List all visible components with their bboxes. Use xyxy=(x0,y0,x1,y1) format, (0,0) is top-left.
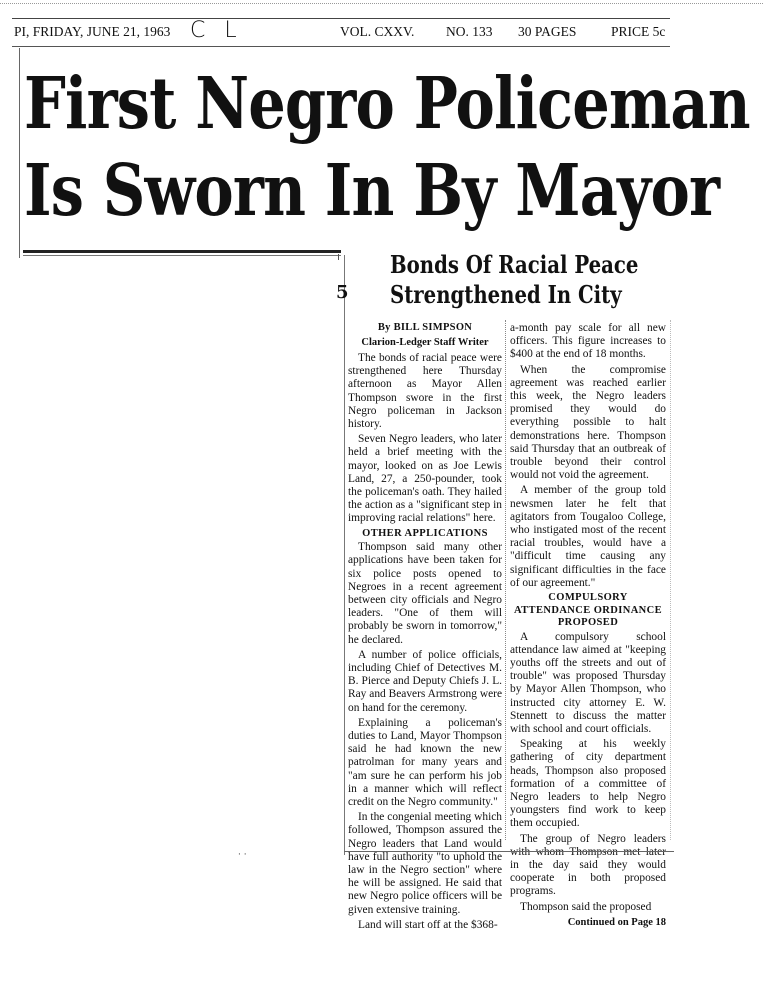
handwritten-note: C L xyxy=(190,18,243,43)
crosshead: COMPULSORY ATTENDANCE ORDINANCE PROPOSED xyxy=(513,592,663,629)
headline-line-2: Is Sworn In By Mayor xyxy=(24,148,720,232)
page-edge-dots xyxy=(0,3,763,4)
paragraph: The bonds of racial peace were strengthened here Thursday afternoon as Mayor Allen Thompson swore in the first Negro policeman in Jackson history. xyxy=(348,352,502,431)
paragraph: Seven Negro leaders, who later held a brief meeting with the mayor, looked on as Joe Lewis Land, 27, a 250-pounder, took the policeman's oath. They hailed the action as a "significant step in improving racial relations" here. xyxy=(348,433,502,525)
price: PRICE 5c xyxy=(611,24,666,39)
article-bottom-rule xyxy=(344,851,674,852)
article-column-2 xyxy=(510,322,666,929)
crosshead: OTHER APPLICATIONS xyxy=(362,527,488,539)
column-divider-right xyxy=(670,320,671,840)
left-border-line xyxy=(19,48,20,258)
issue-number: NO. 133 xyxy=(446,24,493,39)
byline-title: Clarion-Ledger Staff Writer xyxy=(361,337,489,348)
byline: By BILL SIMPSON xyxy=(377,322,473,333)
masthead-bottom-rule xyxy=(12,46,670,47)
article-column-1 xyxy=(348,322,502,934)
paragraph: A number of police officials, including Chief of Detectives M. B. Pierce and Deputy Chiefs J. L. Ray and Beavers Armstrong were on hand for the ceremony. xyxy=(348,648,502,714)
paragraph: Land will start off at the $368- xyxy=(358,918,498,931)
section-rule-tick xyxy=(338,254,339,260)
section-rule-thin xyxy=(23,255,341,256)
paragraph: Thompson said the proposed xyxy=(520,900,652,913)
continued-notice: Continued on Page 18 xyxy=(567,916,666,928)
masthead-dateline-bar xyxy=(14,18,670,43)
headline-line-1: First Negro Policeman xyxy=(24,61,750,145)
paragraph: Speaking at his weekly gathering of city department heads, Thompson also proposed formation of a committee of Negro leaders to help Negro youngsters find work to keep them occupied. xyxy=(510,738,666,830)
column-divider-middle xyxy=(505,320,506,840)
volume-number: VOL. CXXV. xyxy=(340,24,415,39)
subheadline-line-1: Bonds Of Racial Peace xyxy=(390,250,639,279)
page-count: 30 PAGES xyxy=(518,24,577,39)
column-divider-left xyxy=(344,255,345,855)
dateline: PI, FRIDAY, JUNE 21, 1963 xyxy=(14,24,171,39)
paragraph: The group of Negro leaders with whom Thompson met later in the day said they would cooperate in both proposed programs. xyxy=(510,832,666,898)
column-1-body xyxy=(348,352,502,932)
subheadline-line-2: Strengthened In City xyxy=(390,280,622,309)
paragraph: Thompson said many other applications have been taken for six police posts opened to Negroes in a recent agreement between city officials and Negro leaders. "One of them will probably be sworn in tomorrow," he declared. xyxy=(348,541,502,646)
paragraph: a-month pay scale for all new officers. This figure increases to $400 at the end of 18 months. xyxy=(510,322,666,361)
column-2-body xyxy=(510,322,666,914)
stray-mark: 5 xyxy=(336,282,349,303)
paragraph: Explaining a policeman's duties to Land, Mayor Thompson said he had known the new patrolman for many years and "am sure he can perform his job in a manner which will reflect credit on the Negro community." xyxy=(348,716,502,808)
section-rule-thick xyxy=(23,250,341,253)
paragraph: When the compromise agreement was reached earlier this week, the Negro leaders promised they would do everything possible to halt demonstrations here. Thompson said Thursday that an outbreak of trouble beyond their control would not void the agreement. xyxy=(510,363,666,482)
paragraph: A member of the group told newsmen later he felt that agitators from Tougaloo College, who instigated most of the recent racial troubles, would have a "difficult time causing any significant difficulties in the face of our agreement." xyxy=(510,484,666,589)
scan-specks: · · xyxy=(238,850,247,860)
paragraph: In the congenial meeting which followed, Thompson assured the Negro leaders that Land would have full authority "to uphold the law in the Negro section" where he will be assigned. He said that new Negro police officers will be given extensive training. xyxy=(348,811,502,916)
paragraph: A compulsory school attendance law aimed at "keeping youths off the streets and out of trouble" was proposed Thursday by Mayor Allen Thompson, who instructed city attorney E. W. Stennett to discuss the matter with school and court officials. xyxy=(510,630,666,735)
masthead-top-rule xyxy=(12,18,670,19)
